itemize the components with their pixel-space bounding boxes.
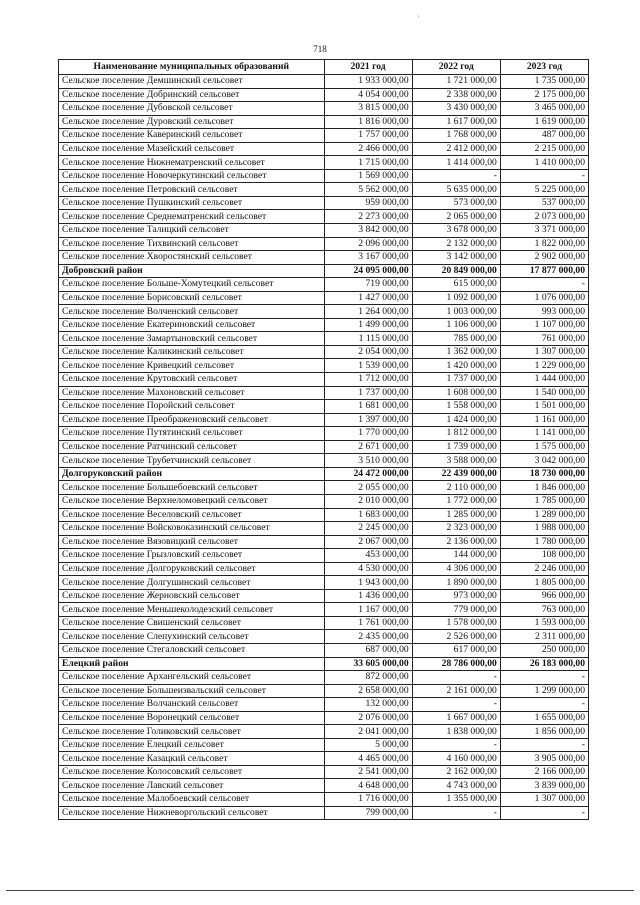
municipality-name-cell: Сельское поселение Слепухинский сельсовет [59, 630, 325, 644]
value-2022-cell: 2 110 000,00 [412, 481, 500, 495]
municipality-name-cell: Сельское поселение Нижнематренский сельсовет [59, 156, 325, 170]
table-row [59, 576, 589, 590]
value-2022-cell: 144 000,00 [412, 549, 500, 563]
value-2022-cell: 1 617 000,00 [412, 115, 500, 129]
value-2022-cell: - [412, 806, 500, 820]
value-2021-cell: 2 076 000,00 [324, 711, 412, 725]
value-2023-cell: 1 785 000,00 [500, 494, 588, 508]
value-2021-cell: 5 562 000,00 [324, 183, 412, 197]
value-2021-cell: 719 000,00 [324, 278, 412, 292]
value-2021-cell: 1 737 000,00 [324, 386, 412, 400]
table-row [59, 725, 589, 739]
value-2021-cell: 2 245 000,00 [324, 522, 412, 536]
municipality-name-cell: Сельское поселение Хворостянский сельсовет [59, 251, 325, 265]
value-2021-cell: 24 095 000,00 [324, 264, 412, 278]
value-2021-cell: 1 115 000,00 [324, 332, 412, 346]
municipality-name-cell: Сельское поселение Петровский сельсовет [59, 183, 325, 197]
value-2023-cell: 3 465 000,00 [500, 102, 588, 116]
value-2023-cell: 26 183 000,00 [500, 657, 588, 671]
value-2022-cell: 1 838 000,00 [412, 725, 500, 739]
value-2023-cell: 2 073 000,00 [500, 210, 588, 224]
table-row [59, 210, 589, 224]
value-2022-cell: 28 786 000,00 [412, 657, 500, 671]
value-2022-cell: 2 526 000,00 [412, 630, 500, 644]
municipality-name-cell: Елецкий район [59, 657, 325, 671]
value-2023-cell: 1 501 000,00 [500, 400, 588, 414]
municipality-name-cell: Сельское поселение Жерновский сельсовет [59, 589, 325, 603]
value-2021-cell: 2 273 000,00 [324, 210, 412, 224]
value-2022-cell: 1 414 000,00 [412, 156, 500, 170]
table-row [59, 779, 589, 793]
value-2022-cell: 1 285 000,00 [412, 508, 500, 522]
value-2022-cell: 2 162 000,00 [412, 765, 500, 779]
municipality-name-cell: Сельское поселение Большебоевский сельсовет [59, 481, 325, 495]
value-2023-cell: 3 839 000,00 [500, 779, 588, 793]
table-row [59, 603, 589, 617]
table-row [59, 562, 589, 576]
table-row [59, 400, 589, 414]
value-2021-cell: 2 435 000,00 [324, 630, 412, 644]
municipality-name-cell: Долгоруковский район [59, 467, 325, 481]
value-2023-cell: 763 000,00 [500, 603, 588, 617]
municipality-name-cell: Сельское поселение Голиковский сельсовет [59, 725, 325, 739]
value-2023-cell: 1 289 000,00 [500, 508, 588, 522]
value-2022-cell: 3 142 000,00 [412, 251, 500, 265]
value-2023-cell: 2 311 000,00 [500, 630, 588, 644]
value-2022-cell: 2 132 000,00 [412, 237, 500, 251]
table-row [59, 698, 589, 712]
value-2021-cell: 1 569 000,00 [324, 169, 412, 183]
value-2021-cell: 1 683 000,00 [324, 508, 412, 522]
value-2023-cell: 1 444 000,00 [500, 373, 588, 387]
value-2021-cell: 3 815 000,00 [324, 102, 412, 116]
value-2022-cell: 1 092 000,00 [412, 291, 500, 305]
value-2023-cell: 1 619 000,00 [500, 115, 588, 129]
municipality-name-cell: Сельское поселение Волчанский сельсовет [59, 698, 325, 712]
value-2023-cell: 761 000,00 [500, 332, 588, 346]
municipality-name-cell: Сельское поселение Елецкий сельсовет [59, 738, 325, 752]
value-2021-cell: 1 933 000,00 [324, 75, 412, 89]
table-row [59, 318, 589, 332]
header-2021: 2021 год [324, 60, 412, 75]
value-2022-cell: 1 739 000,00 [412, 440, 500, 454]
value-2023-cell: 1 307 000,00 [500, 345, 588, 359]
municipality-name-cell: Сельское поселение Поройский сельсовет [59, 400, 325, 414]
municipality-name-cell: Сельское поселение Воронецкий сельсовет [59, 711, 325, 725]
value-2022-cell: - [412, 698, 500, 712]
municipality-name-cell: Сельское поселение Долгоруковский сельсовет [59, 562, 325, 576]
value-2021-cell: 959 000,00 [324, 196, 412, 210]
value-2022-cell: 1 667 000,00 [412, 711, 500, 725]
value-2022-cell: 1 106 000,00 [412, 318, 500, 332]
municipality-name-cell: Сельское поселение Большеизвальский сельсовет [59, 684, 325, 698]
municipality-name-cell: Сельское поселение Нижневоргольский сельсовет [59, 806, 325, 820]
value-2022-cell: 2 161 000,00 [412, 684, 500, 698]
table-row [59, 535, 589, 549]
municipality-name-cell: Сельское поселение Путятинский сельсовет [59, 427, 325, 441]
municipality-name-cell: Сельское поселение Дуровский сельсовет [59, 115, 325, 129]
municipality-name-cell: Сельское поселение Малобоевский сельсовет [59, 792, 325, 806]
table-row [59, 549, 589, 563]
value-2023-cell: 3 042 000,00 [500, 454, 588, 468]
value-2023-cell: 1 229 000,00 [500, 359, 588, 373]
value-2021-cell: 3 510 000,00 [324, 454, 412, 468]
table-row [59, 305, 589, 319]
value-2023-cell: 1 540 000,00 [500, 386, 588, 400]
value-2021-cell: 1 427 000,00 [324, 291, 412, 305]
table-row [59, 494, 589, 508]
value-2023-cell: 18 730 000,00 [500, 467, 588, 481]
value-2022-cell: 1 578 000,00 [412, 616, 500, 630]
value-2023-cell: 1 299 000,00 [500, 684, 588, 698]
value-2021-cell: 453 000,00 [324, 549, 412, 563]
value-2021-cell: 799 000,00 [324, 806, 412, 820]
value-2022-cell: 973 000,00 [412, 589, 500, 603]
table-row [59, 616, 589, 630]
value-2021-cell: 1 761 000,00 [324, 616, 412, 630]
value-2022-cell: - [412, 169, 500, 183]
value-2021-cell: 872 000,00 [324, 671, 412, 685]
table-row [59, 251, 589, 265]
value-2023-cell: - [500, 278, 588, 292]
scan-mark: ' [418, 14, 420, 23]
value-2021-cell: 1 264 000,00 [324, 305, 412, 319]
value-2021-cell: 1 397 000,00 [324, 413, 412, 427]
municipality-name-cell: Добровский район [59, 264, 325, 278]
value-2023-cell: 1 822 000,00 [500, 237, 588, 251]
value-2023-cell: 2 166 000,00 [500, 765, 588, 779]
value-2023-cell: 1 780 000,00 [500, 535, 588, 549]
municipality-name-cell: Сельское поселение Войсковоказинский сельсовет [59, 522, 325, 536]
value-2023-cell: - [500, 671, 588, 685]
table-row [59, 752, 589, 766]
table-row [59, 129, 589, 143]
value-2022-cell: 5 635 000,00 [412, 183, 500, 197]
district-row [59, 467, 589, 481]
value-2023-cell: 1 107 000,00 [500, 318, 588, 332]
value-2022-cell: - [412, 738, 500, 752]
table-row [59, 224, 589, 238]
table-row [59, 237, 589, 251]
value-2021-cell: 2 054 000,00 [324, 345, 412, 359]
municipality-name-cell: Сельское поселение Преображеновский сельсовет [59, 413, 325, 427]
table-row [59, 142, 589, 156]
value-2021-cell: 4 648 000,00 [324, 779, 412, 793]
table-row [59, 278, 589, 292]
value-2023-cell: 966 000,00 [500, 589, 588, 603]
value-2021-cell: 33 605 000,00 [324, 657, 412, 671]
value-2022-cell: 2 136 000,00 [412, 535, 500, 549]
municipality-name-cell: Сельское поселение Казацкий сельсовет [59, 752, 325, 766]
municipality-name-cell: Сельское поселение Лавский сельсовет [59, 779, 325, 793]
value-2022-cell: 4 160 000,00 [412, 752, 500, 766]
value-2022-cell: 2 065 000,00 [412, 210, 500, 224]
table-row [59, 522, 589, 536]
value-2023-cell: 1 161 000,00 [500, 413, 588, 427]
value-2021-cell: 2 466 000,00 [324, 142, 412, 156]
municipality-name-cell: Сельское поселение Демшинский сельсовет [59, 75, 325, 89]
value-2023-cell: 1 076 000,00 [500, 291, 588, 305]
value-2023-cell: 2 215 000,00 [500, 142, 588, 156]
value-2022-cell: 1 890 000,00 [412, 576, 500, 590]
municipality-name-cell: Сельское поселение Кривецкий сельсовет [59, 359, 325, 373]
value-2022-cell: 2 412 000,00 [412, 142, 500, 156]
value-2022-cell: 1 768 000,00 [412, 129, 500, 143]
municipality-name-cell: Сельское поселение Трубетчинский сельсовет [59, 454, 325, 468]
municipality-name-cell: Сельское поселение Екатериновский сельсовет [59, 318, 325, 332]
value-2021-cell: 2 067 000,00 [324, 535, 412, 549]
value-2023-cell: 3 371 000,00 [500, 224, 588, 238]
value-2021-cell: 1 816 000,00 [324, 115, 412, 129]
header-municipality: Наименование муниципальных образований [59, 60, 325, 75]
municipality-name-cell: Сельское поселение Вязовицкий сельсовет [59, 535, 325, 549]
municipality-name-cell: Сельское поселение Среднематренский сельсовет [59, 210, 325, 224]
value-2023-cell: 1 593 000,00 [500, 616, 588, 630]
value-2023-cell: 1 856 000,00 [500, 725, 588, 739]
municipality-name-cell: Сельское поселение Новочеркутинский сельсовет [59, 169, 325, 183]
table-row [59, 508, 589, 522]
table-header-row [59, 60, 589, 75]
value-2022-cell: 20 849 000,00 [412, 264, 500, 278]
table-row [59, 413, 589, 427]
value-2021-cell: 687 000,00 [324, 643, 412, 657]
value-2023-cell: 108 000,00 [500, 549, 588, 563]
value-2022-cell: 4 743 000,00 [412, 779, 500, 793]
municipality-name-cell: Сельское поселение Добринский сельсовет [59, 88, 325, 102]
municipality-name-cell: Сельское поселение Архангельский сельсовет [59, 671, 325, 685]
header-2023: 2023 год [500, 60, 588, 75]
table-row [59, 359, 589, 373]
municipality-name-cell: Сельское поселение Тихвинский сельсовет [59, 237, 325, 251]
value-2023-cell: 5 225 000,00 [500, 183, 588, 197]
value-2022-cell: 1 420 000,00 [412, 359, 500, 373]
municipality-name-cell: Сельское поселение Ратчинский сельсовет [59, 440, 325, 454]
table-row [59, 115, 589, 129]
municipality-name-cell: Сельское поселение Волченский сельсовет [59, 305, 325, 319]
value-2023-cell: 1 307 000,00 [500, 792, 588, 806]
municipality-name-cell: Сельское поселение Дубовской сельсовет [59, 102, 325, 116]
value-2021-cell: 1 539 000,00 [324, 359, 412, 373]
value-2021-cell: 1 436 000,00 [324, 589, 412, 603]
table-row [59, 643, 589, 657]
value-2022-cell: 1 362 000,00 [412, 345, 500, 359]
page-number: 718 [313, 44, 327, 54]
value-2021-cell: 132 000,00 [324, 698, 412, 712]
value-2021-cell: 4 530 000,00 [324, 562, 412, 576]
value-2023-cell: 2 902 000,00 [500, 251, 588, 265]
table-row [59, 711, 589, 725]
table-row [59, 291, 589, 305]
table-row [59, 75, 589, 89]
value-2022-cell: 1 424 000,00 [412, 413, 500, 427]
municipality-name-cell: Сельское поселение Верхнеломовецкий сельсовет [59, 494, 325, 508]
budget-table [58, 59, 589, 820]
value-2021-cell: 1 770 000,00 [324, 427, 412, 441]
municipality-name-cell: Сельское поселение Каликинский сельсовет [59, 345, 325, 359]
value-2022-cell: 2 323 000,00 [412, 522, 500, 536]
value-2022-cell: 617 000,00 [412, 643, 500, 657]
table-row [59, 169, 589, 183]
value-2023-cell: 1 988 000,00 [500, 522, 588, 536]
table-row [59, 630, 589, 644]
value-2021-cell: 1 757 000,00 [324, 129, 412, 143]
municipality-name-cell: Сельское поселение Долгушинский сельсовет [59, 576, 325, 590]
value-2022-cell: 3 678 000,00 [412, 224, 500, 238]
value-2021-cell: 3 167 000,00 [324, 251, 412, 265]
value-2023-cell: 1 655 000,00 [500, 711, 588, 725]
municipality-name-cell: Сельское поселение Махоновский сельсовет [59, 386, 325, 400]
value-2022-cell: 1 355 000,00 [412, 792, 500, 806]
table-row [59, 196, 589, 210]
value-2021-cell: 2 671 000,00 [324, 440, 412, 454]
value-2022-cell: 3 588 000,00 [412, 454, 500, 468]
value-2023-cell: 250 000,00 [500, 643, 588, 657]
value-2021-cell: 1 681 000,00 [324, 400, 412, 414]
value-2023-cell: 2 246 000,00 [500, 562, 588, 576]
municipality-name-cell: Сельское поселение Талицкий сельсовет [59, 224, 325, 238]
value-2022-cell: 1 721 000,00 [412, 75, 500, 89]
municipality-name-cell: Сельское поселение Колосовский сельсовет [59, 765, 325, 779]
value-2021-cell: 1 499 000,00 [324, 318, 412, 332]
value-2021-cell: 1 715 000,00 [324, 156, 412, 170]
value-2022-cell: 3 430 000,00 [412, 102, 500, 116]
value-2023-cell: - [500, 698, 588, 712]
value-2023-cell: 1 141 000,00 [500, 427, 588, 441]
value-2023-cell: 993 000,00 [500, 305, 588, 319]
value-2022-cell: 1 772 000,00 [412, 494, 500, 508]
table-row [59, 332, 589, 346]
value-2023-cell: 537 000,00 [500, 196, 588, 210]
value-2021-cell: 2 041 000,00 [324, 725, 412, 739]
table-row [59, 671, 589, 685]
district-row [59, 264, 589, 278]
value-2023-cell: 1 735 000,00 [500, 75, 588, 89]
municipality-name-cell: Сельское поселение Веселовский сельсовет [59, 508, 325, 522]
table-row [59, 792, 589, 806]
value-2022-cell: 573 000,00 [412, 196, 500, 210]
value-2023-cell: 2 175 000,00 [500, 88, 588, 102]
municipality-name-cell: Сельское поселение Меньшеколодезский сельсовет [59, 603, 325, 617]
value-2021-cell: 1 167 000,00 [324, 603, 412, 617]
table-row [59, 440, 589, 454]
value-2022-cell: 1 812 000,00 [412, 427, 500, 441]
value-2021-cell: 1 943 000,00 [324, 576, 412, 590]
value-2022-cell: 615 000,00 [412, 278, 500, 292]
value-2022-cell: 22 439 000,00 [412, 467, 500, 481]
value-2021-cell: 1 712 000,00 [324, 373, 412, 387]
table-row [59, 386, 589, 400]
table-row [59, 454, 589, 468]
value-2022-cell: 779 000,00 [412, 603, 500, 617]
table-row [59, 183, 589, 197]
value-2021-cell: 2 658 000,00 [324, 684, 412, 698]
value-2021-cell: 5 000,00 [324, 738, 412, 752]
district-row [59, 657, 589, 671]
municipality-name-cell: Сельское поселение Свишенский сельсовет [59, 616, 325, 630]
table-row [59, 102, 589, 116]
value-2021-cell: 4 465 000,00 [324, 752, 412, 766]
value-2022-cell: 2 338 000,00 [412, 88, 500, 102]
value-2021-cell: 2 055 000,00 [324, 481, 412, 495]
municipality-name-cell: Сельское поселение Замартыновский сельсовет [59, 332, 325, 346]
table-row [59, 589, 589, 603]
table-row [59, 806, 589, 820]
value-2023-cell: 3 905 000,00 [500, 752, 588, 766]
value-2021-cell: 24 472 000,00 [324, 467, 412, 481]
municipality-name-cell: Сельское поселение Борисовский сельсовет [59, 291, 325, 305]
value-2021-cell: 2 096 000,00 [324, 237, 412, 251]
value-2022-cell: 1 003 000,00 [412, 305, 500, 319]
municipality-name-cell: Сельское поселение Каверинский сельсовет [59, 129, 325, 143]
value-2023-cell: - [500, 169, 588, 183]
value-2022-cell: 1 608 000,00 [412, 386, 500, 400]
value-2022-cell: 1 558 000,00 [412, 400, 500, 414]
value-2021-cell: 4 054 000,00 [324, 88, 412, 102]
value-2021-cell: 3 842 000,00 [324, 224, 412, 238]
value-2023-cell: 1 410 000,00 [500, 156, 588, 170]
table-row [59, 765, 589, 779]
table-row [59, 481, 589, 495]
page-bottom-rule [6, 890, 634, 891]
value-2022-cell: 785 000,00 [412, 332, 500, 346]
table-row [59, 156, 589, 170]
table-row [59, 345, 589, 359]
value-2023-cell: 17 877 000,00 [500, 264, 588, 278]
value-2023-cell: - [500, 738, 588, 752]
municipality-name-cell: Сельское поселение Стегаловский сельсовет [59, 643, 325, 657]
table-row [59, 427, 589, 441]
value-2022-cell: 4 306 000,00 [412, 562, 500, 576]
table-row [59, 373, 589, 387]
value-2023-cell: 487 000,00 [500, 129, 588, 143]
value-2021-cell: 2 541 000,00 [324, 765, 412, 779]
table-row [59, 684, 589, 698]
table-row [59, 738, 589, 752]
value-2023-cell: - [500, 806, 588, 820]
value-2021-cell: 2 010 000,00 [324, 494, 412, 508]
value-2023-cell: 1 805 000,00 [500, 576, 588, 590]
municipality-name-cell: Сельское поселение Грызловский сельсовет [59, 549, 325, 563]
header-2022: 2022 год [412, 60, 500, 75]
municipality-name-cell: Сельское поселение Мазейский сельсовет [59, 142, 325, 156]
municipality-name-cell: Сельское поселение Крутовский сельсовет [59, 373, 325, 387]
value-2021-cell: 1 716 000,00 [324, 792, 412, 806]
table-row [59, 88, 589, 102]
municipality-name-cell: Сельское поселение Пушкинский сельсовет [59, 196, 325, 210]
value-2022-cell: - [412, 671, 500, 685]
municipality-name-cell: Сельское поселение Больше-Хомутецкий сельсовет [59, 278, 325, 292]
value-2023-cell: 1 846 000,00 [500, 481, 588, 495]
value-2022-cell: 1 737 000,00 [412, 373, 500, 387]
value-2023-cell: 1 575 000,00 [500, 440, 588, 454]
